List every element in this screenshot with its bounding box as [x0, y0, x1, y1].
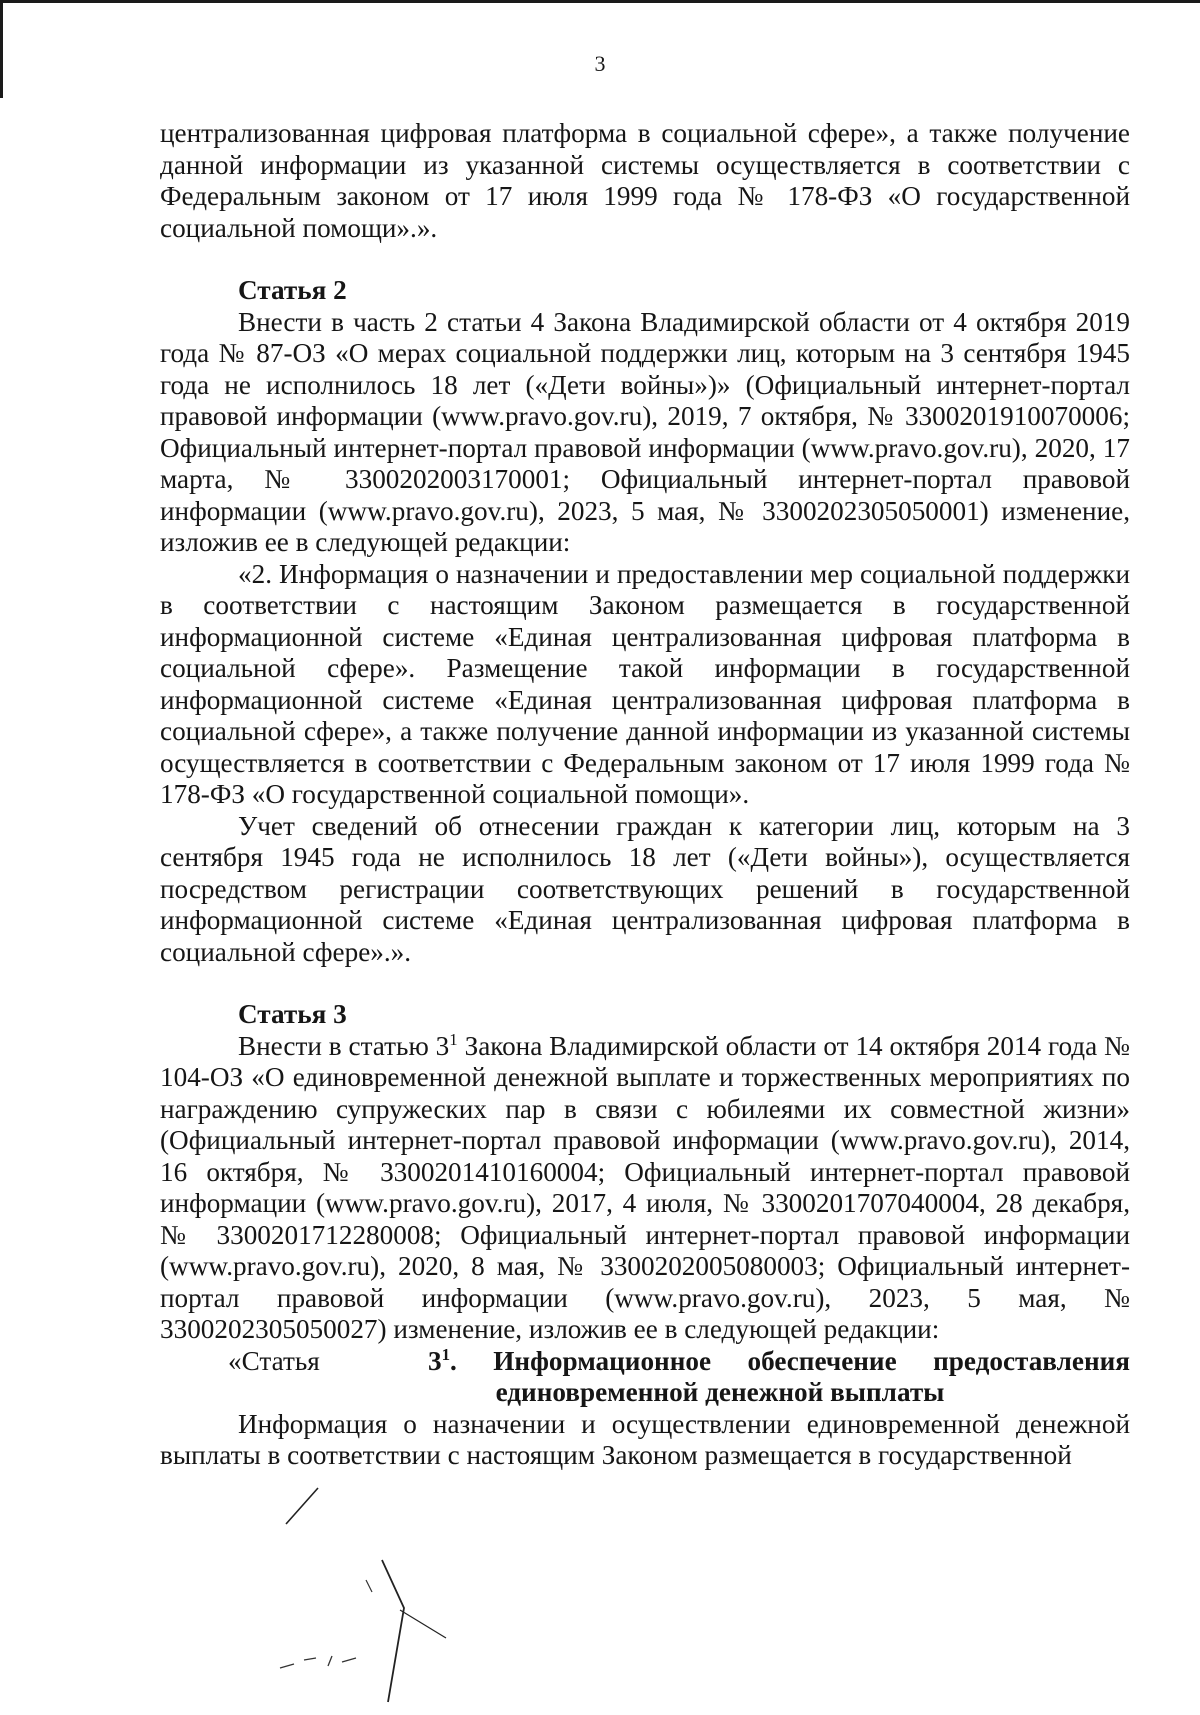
- page-number: 3: [594, 51, 606, 76]
- pen-stroke: [286, 1488, 318, 1524]
- new-article-number: 3: [428, 1345, 442, 1376]
- scan-border-top: [0, 0, 1200, 3]
- superscript: 1: [449, 1029, 458, 1049]
- new-article-title-text: . Информационное обеспечение предоставления: [450, 1345, 1130, 1376]
- article-3-intro-rest: Закона Владимирской области от 14 октября 2014 года № 104-ОЗ «О единовременной денежной выплате и торжественных мероприятиях по награждению супружеских пар в связи с юбилеями их совместной жизни» (Официальный интернет-портал правовой информации (www.pravo.gov.ru), 2014, 16 октября, № 3300201410160004; Официальный интернет-портал правовой информации (www.pravo.gov.ru), 2017, 4 июля, № 3300201707040004, 28 декабря, № 3300201712280008; Официальный интернет-портал правовой информации (www.pravo.gov.ru), 2020, 8 мая, № 3300202005080003; Официальный интернет-портал правовой информации (www.pravo.gov.ru), 2023, 5 мая, № 3300202305050027) изменение, изложив ее в следующей редакции:: [160, 1030, 1130, 1344]
- pen-stroke: [382, 1560, 404, 1702]
- article-2-intro: Внести в часть 2 статьи 4 Закона Владимирской области от 4 октября 2019 года № 87-ОЗ «О мерах социальной поддержки лиц, которым на 3 сентября 1945 года не исполнилось 18 лет («Дети войны»)» (Официальный интернет-портал правовой информации (www.pravo.gov.ru), 2019, 7 октября, № 3300201910070006; Официальный интернет-портал правовой информации (www.pravo.gov.ru), 2020, 17 марта, № 3300202003170001; Официальный интернет-портал правовой информации (www.pravo.gov.ru), 2023, 5 мая, № 3300202305050001) изменение, изложив ее в следующей редакции:: [160, 306, 1130, 557]
- article-2-heading: Статья 2: [238, 275, 347, 305]
- pen-stroke: [400, 1610, 446, 1638]
- new-article-title-line-2: единовременной денежной выплаты: [495, 1377, 945, 1407]
- article-3-heading: Статья 3: [238, 999, 347, 1029]
- new-article-title-line-1: [428, 1346, 1130, 1378]
- scan-border-left: [0, 0, 3, 98]
- new-article-title: [160, 1346, 1130, 1378]
- new-article-label: «Статья: [228, 1345, 320, 1376]
- spacer: [160, 244, 1130, 275]
- spacer: [160, 968, 1130, 999]
- handwritten-pen-mark: [270, 1480, 470, 1710]
- document-body: [160, 118, 1130, 1472]
- article-2-quote-paragraph-1: «2. Информация о назначении и предоставлении мер социальной поддержки в соответствии с настоящим Законом размещается в государственной информационной системе «Единая централизованная цифровая платформа в социальной сфере». Размещение такой информации в государственной информационной системе «Единая централизованная цифровая платформа в социальной сфере», а также получение данной информации из указанной системы осуществляется в соответствии с Федеральным законом от 17 июля 1999 года № 178-ФЗ «О государственной социальной помощи».: [160, 558, 1130, 809]
- article-3-intro-start: Внести в статью 3: [238, 1030, 450, 1061]
- pen-stroke: [280, 1656, 356, 1668]
- pen-stroke: [366, 1580, 372, 1592]
- superscript: 1: [441, 1344, 451, 1364]
- continuation-paragraph: централизованная цифровая платформа в социальной сфере», а также получение данной информации из указанной системы осуществляется в соответствии с Федеральным законом от 17 июля 1999 года № 178-ФЗ «О государственной социальной помощи».».: [160, 118, 1130, 243]
- article-3-intro: [160, 1031, 1130, 1346]
- article-2-quote-paragraph-2: Учет сведений об отнесении граждан к категории лиц, которым на 3 сентября 1945 года не исполнилось 18 лет («Дети войны»), осуществляется посредством регистрации соответствующих решений в государственной информационной системе «Единая централизованная цифровая платформа в социальной сфере».».: [160, 810, 1130, 967]
- new-article-body: Информация о назначении и осуществлении единовременной денежной выплаты в соответствии с настоящим Законом размещается в государственной: [160, 1408, 1130, 1470]
